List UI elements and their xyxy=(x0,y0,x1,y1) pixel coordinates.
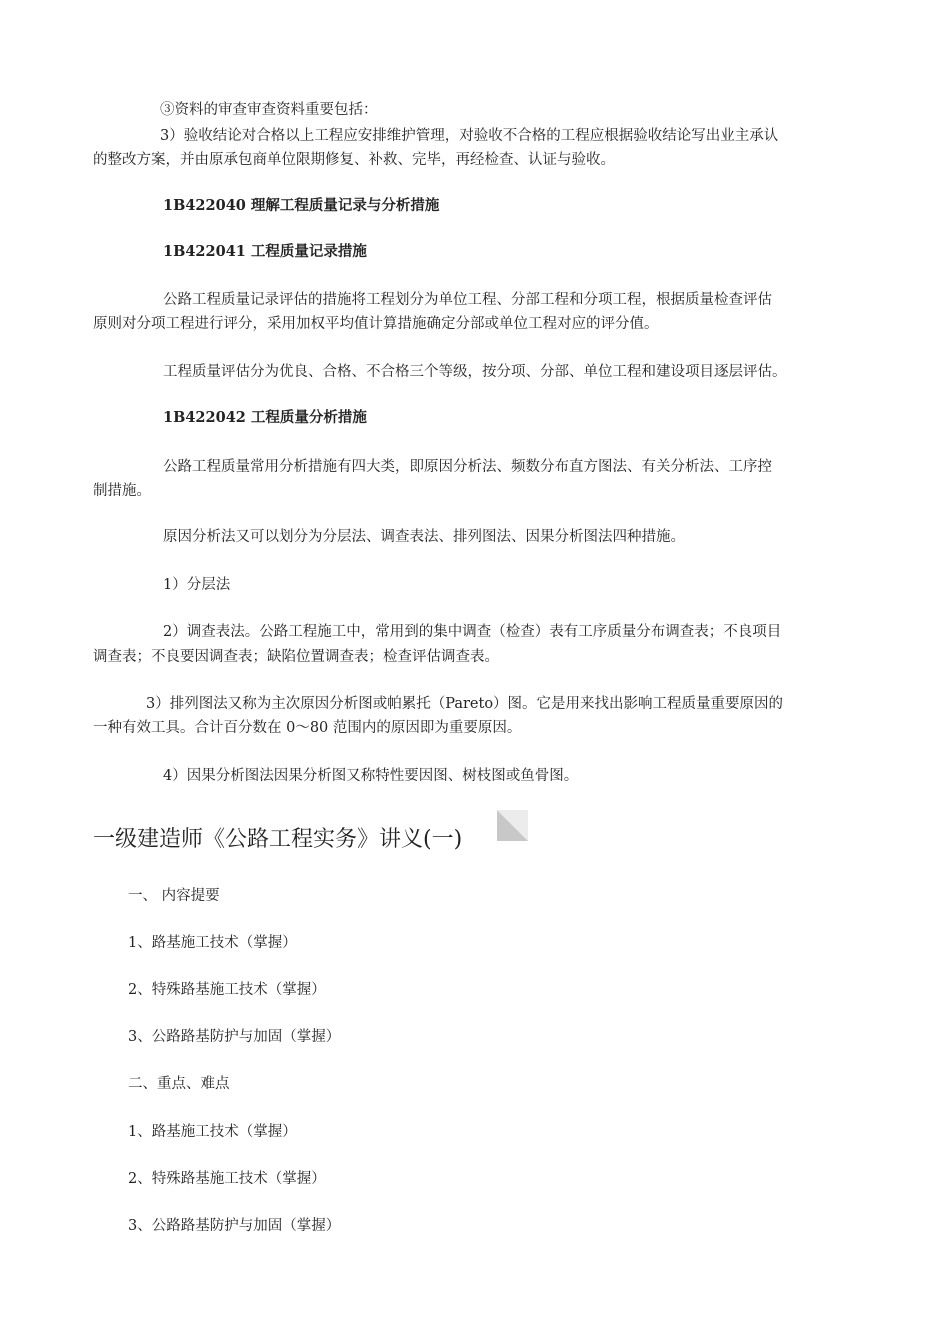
acceptance-conclusion-line-1: 3）验收结论对合格以上工程应安排维护管理，对验收不合格的工程应根据验收结论写出业主承认 xyxy=(160,128,779,144)
lecture-title: 一级建造师《公路工程实务》讲义(一) xyxy=(93,827,463,852)
cause-analysis-paragraph: 原因分析法又可以划分为分层法、调查表法、排列图法、因果分析图法四种措施。 xyxy=(163,529,685,545)
key-item-protection: 3、公路路基防护与加固（掌握） xyxy=(128,1218,341,1234)
list-item-survey-line-1: 2）调查表法。公路工程施工中，常用到的集中调查（检查）表有工序质量分布调查表；不良项目 xyxy=(163,624,782,640)
outline-heading-summary: 一、 内容提要 xyxy=(128,888,220,904)
list-item-fishbone: 4）因果分析图法因果分析图又称特性要因图、树枝图或鱼骨图。 xyxy=(163,768,579,784)
record-paragraph-line-1: 公路工程质量记录评估的措施将工程划分为单位工程、分部工程和分项工程，根据质量检查评估 xyxy=(163,292,772,308)
outline-heading-key-points: 二、重点、难点 xyxy=(128,1076,230,1092)
grade-paragraph: 工程质量评估分为优良、合格、不合格三个等级，按分项、分部、单位工程和建设项目逐层评估。 xyxy=(163,364,787,380)
outline-item-protection: 3、公路路基防护与加固（掌握） xyxy=(128,1029,341,1045)
list-item-stratification: 1）分层法 xyxy=(163,577,231,593)
page-corner-icon xyxy=(497,810,528,841)
outline-item-special-roadbed: 2、特殊路基施工技术（掌握） xyxy=(128,982,326,998)
outline-item-roadbed: 1、路基施工技术（掌握） xyxy=(128,935,297,951)
list-item-survey-line-2: 调查表；不良要因调查表；缺陷位置调查表；检查评估调查表。 xyxy=(93,649,499,665)
heading-1b422040: 1B422040 理解工程质量记录与分析措施 xyxy=(163,197,440,214)
list-item-pareto-line-1: 3）排列图法又称为主次原因分析图或帕累托（Pareto）图。它是用来找出影响工程质量重要原因的 xyxy=(146,696,784,712)
review-materials-line: ③资料的审查审查资料重要包括： xyxy=(160,102,378,118)
key-item-roadbed: 1、路基施工技术（掌握） xyxy=(128,1124,297,1140)
key-item-special-roadbed: 2、特殊路基施工技术（掌握） xyxy=(128,1171,326,1187)
heading-1b422041: 1B422041 工程质量记录措施 xyxy=(163,243,367,260)
record-paragraph-line-2: 原则对分项工程进行评分，采用加权平均值计算措施确定分部或单位工程对应的评分值。 xyxy=(93,316,659,332)
analysis-paragraph-line-1: 公路工程质量常用分析措施有四大类，即原因分析法、频数分布直方图法、有关分析法、工序控 xyxy=(163,459,772,475)
list-item-pareto-line-2: 一种有效工具。合计百分数在 0～80 范围内的原因即为重要原因。 xyxy=(93,720,522,736)
analysis-paragraph-line-2: 制措施。 xyxy=(93,483,151,499)
heading-1b422042: 1B422042 工程质量分析措施 xyxy=(163,409,367,426)
acceptance-conclusion-line-2: 的整改方案，并由原承包商单位限期修复、补救、完毕，再经检查、认证与验收。 xyxy=(93,152,615,168)
